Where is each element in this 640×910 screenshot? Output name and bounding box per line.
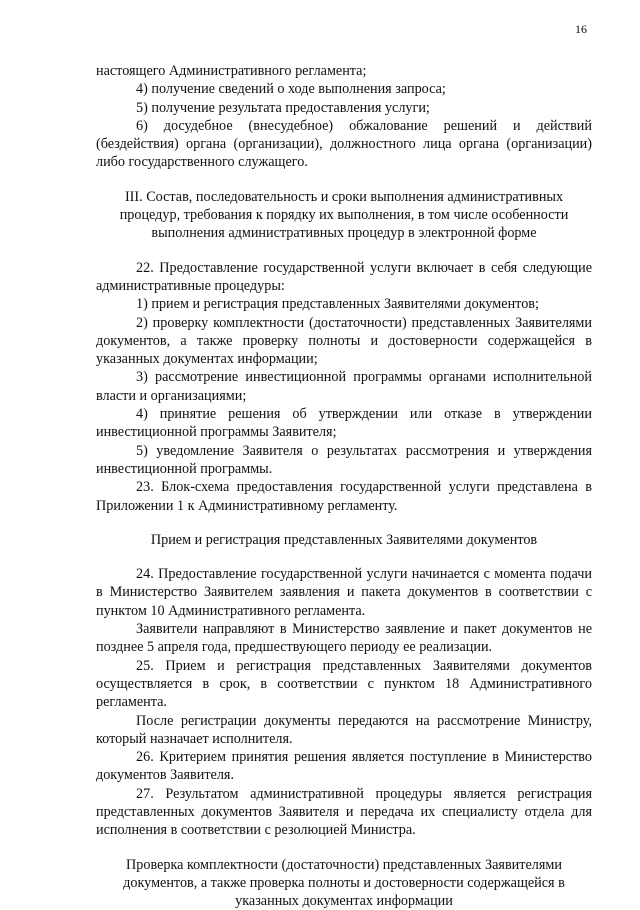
paragraph-25-continuation: После регистрации документы передаются на рассмотрение Министру, который назначает исполнителя. bbox=[96, 712, 592, 747]
document-body bbox=[96, 62, 592, 910]
final-heading: Проверка комплектности (достаточности) представленных Заявителями документов, а также проверка полноты и достоверности содержащейся в указанных документах информации bbox=[123, 856, 565, 910]
paragraph-23: 23. Блок-схема предоставления государственной услуги представлена в Приложении 1 к Административному регламенту. bbox=[96, 479, 592, 514]
paragraph-26: 26. Критерием принятия решения является поступление в Министерство документов Заявителя. bbox=[96, 749, 592, 784]
paragraph-24-continuation: Заявители направляют в Министерство заявление и пакет документов не позднее 5 апреля года, предшествующего периоду ее реализации. bbox=[96, 621, 592, 656]
section-heading: III. Состав, последовательность и сроки выполнения административных процедур, требования к порядку их выполнения, в том числе особенности выполнения административных процедур в электронной форме bbox=[119, 188, 569, 242]
page-number: 16 bbox=[575, 22, 587, 36]
paragraph-27: 27. Результатом административной процедуры является регистрация представленных документов Заявителя и передача их специалисту отдела для исполнения в соответствии с резолюцией Министра. bbox=[96, 785, 592, 839]
paragraph-22: 22. Предоставление государственной услуги включает в себя следующие административные процедуры: bbox=[96, 259, 592, 294]
procedure-5: 5) уведомление Заявителя о результатах рассмотрения и утверждения инвестиционной программы. bbox=[96, 442, 592, 477]
procedure-2: 2) проверку комплектности (достаточности) представленных Заявителями документов, а также проверку полноты и достоверности содержащейся в указанных документах информации; bbox=[96, 314, 592, 368]
procedure-1: 1) прием и регистрация представленных Заявителями документов; bbox=[136, 296, 539, 313]
intro-item-6: 6) досудебное (внесудебное) обжалование решений и действий (бездействия) органа (организации), должностного лица органа (организации) либо государственного служащего. bbox=[96, 117, 592, 171]
procedure-4: 4) принятие решения об утверждении или отказе в утверждении инвестиционной программы Заявителя; bbox=[96, 406, 592, 441]
intro-item-4: 4) получение сведений о ходе выполнения запроса; bbox=[136, 81, 446, 98]
procedure-3: 3) рассмотрение инвестиционной программы органами исполнительной власти и организациями; bbox=[96, 369, 592, 404]
paragraph-24: 24. Предоставление государственной услуги начинается с момента подачи в Министерство Заявителем заявления и пакета документов в соответствии с пунктом 10 Административного регламента. bbox=[96, 566, 592, 619]
intro-line-1: настоящего Административного регламента; bbox=[96, 63, 367, 79]
intro-item-5: 5) получение результата предоставления услуги; bbox=[136, 99, 430, 116]
subsection-heading: Прием и регистрация представленных Заявителями документов bbox=[150, 531, 538, 548]
paragraph-25: 25. Прием и регистрация представленных Заявителями документов осуществляется в срок, в соответствии с пунктом 18 Административного регламента. bbox=[96, 657, 592, 711]
